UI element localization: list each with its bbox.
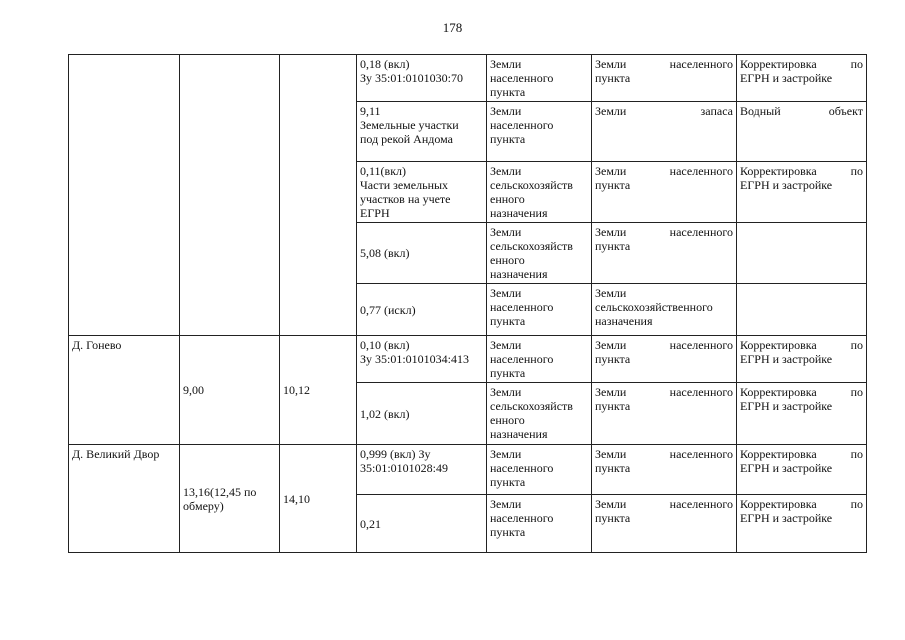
area-cell-line: 9,11: [360, 104, 381, 118]
area-cell-line: 35:01:0101028:49: [360, 461, 449, 475]
current-category-cell: [487, 284, 592, 336]
note-cell-line: Корректировка по: [740, 164, 863, 178]
current-category-cell-line: Земли: [490, 497, 522, 511]
area-cell-line: 5,08 (вкл): [360, 246, 410, 260]
current-category-cell-line: енного: [490, 413, 525, 427]
area-cell: [357, 284, 487, 336]
current-category-cell: [487, 102, 592, 162]
note-cell-line: Корректировка по: [740, 338, 863, 352]
current-category-cell: [487, 495, 592, 553]
proposed-cell-line: пункта: [595, 178, 631, 192]
current-category-cell-line: сельскохозяйств: [490, 178, 573, 192]
current-category-cell-line: назначения: [490, 267, 548, 281]
note-cell-line: Корректировка по: [740, 497, 863, 511]
current-category-cell: [487, 55, 592, 102]
current-category-cell-line: сельскохозяйств: [490, 399, 573, 413]
current-category-cell-line: Земли: [490, 57, 522, 71]
note-cell: [737, 223, 867, 284]
note-cell: [737, 445, 867, 495]
settlement-cell-text: Д. Великий Двор: [72, 447, 160, 461]
current-category-cell-line: назначения: [490, 206, 548, 220]
current-category-cell-line: Земли: [490, 338, 522, 352]
proposed-cell-line: пункта: [595, 71, 631, 85]
proposed-cell-line: пункта: [595, 461, 631, 475]
table-row: [69, 336, 867, 383]
current-category-cell-line: населенного: [490, 118, 554, 132]
note-cell-line: Водный объект: [740, 104, 863, 118]
area-cell-line: 0,10 (вкл): [360, 338, 410, 352]
area-cell: [357, 445, 487, 495]
area-cell: [357, 102, 487, 162]
area-cell-line: 0,999 (вкл) Зу: [360, 447, 431, 461]
current-category-cell-line: Земли: [490, 286, 522, 300]
proposed-cell: [592, 162, 737, 223]
current-category-cell-line: пункта: [490, 366, 526, 380]
current-category-cell: [487, 223, 592, 284]
old-area-cell-line: обмеру): [183, 498, 224, 513]
proposed-cell: [592, 383, 737, 445]
note-cell-line: ЕГРН и застройке: [740, 461, 833, 475]
current-category-cell-line: населенного: [490, 511, 554, 525]
area-cell: [357, 55, 487, 102]
old-area-cell: [180, 336, 280, 445]
current-category-cell-line: пункта: [490, 525, 526, 539]
current-category-cell-line: енного: [490, 192, 525, 206]
proposed-cell-line: Земли населенного: [595, 447, 733, 461]
proposed-cell-line: Земли населенного: [595, 338, 733, 352]
current-category-cell: [487, 162, 592, 223]
current-category-cell-line: Земли: [490, 225, 522, 239]
proposed-cell: [592, 284, 737, 336]
new-area-cell-text: 10,12: [283, 383, 310, 397]
area-cell-line: участков на учете: [360, 192, 451, 206]
current-category-cell: [487, 383, 592, 445]
note-cell-line: ЕГРН и застройке: [740, 399, 833, 413]
proposed-cell: [592, 495, 737, 553]
area-cell-line: Зу 35:01:0101034:413: [360, 352, 470, 366]
proposed-cell: [592, 445, 737, 495]
note-cell-line: Корректировка по: [740, 385, 863, 399]
current-category-cell-line: населенного: [490, 461, 554, 475]
area-cell-line: Зу 35:01:0101030:70: [360, 71, 464, 85]
current-category-cell: [487, 336, 592, 383]
area-cell-line: 0,21: [360, 516, 381, 531]
current-category-cell: [487, 445, 592, 495]
current-category-cell-line: сельскохозяйств: [490, 239, 573, 253]
area-cell-line: Части земельных: [360, 178, 449, 192]
current-category-cell-line: населенного: [490, 71, 554, 85]
table-row: [69, 55, 867, 102]
current-category-cell-line: енного: [490, 253, 525, 267]
note-cell: [737, 55, 867, 102]
area-cell: [357, 223, 487, 284]
current-category-cell-line: пункта: [490, 475, 526, 489]
new-area-cell: [280, 445, 357, 553]
proposed-cell-line: Земли населенного: [595, 497, 733, 511]
note-cell-line: ЕГРН и застройке: [740, 352, 833, 366]
proposed-cell-line: Земли населенного: [595, 385, 733, 399]
settlement-cell: [69, 445, 180, 553]
area-cell-line: 0,18 (вкл): [360, 57, 410, 71]
proposed-cell-line: пункта: [595, 399, 631, 413]
current-category-cell-line: населенного: [490, 300, 554, 314]
proposed-cell: [592, 55, 737, 102]
current-category-cell-line: пункта: [490, 85, 526, 99]
area-cell-line: 0,11(вкл): [360, 164, 407, 178]
note-cell: [737, 162, 867, 223]
note-cell: [737, 383, 867, 445]
proposed-cell-line: назначения: [595, 314, 653, 328]
area-cell: [357, 495, 487, 553]
note-cell-line: ЕГРН и застройке: [740, 178, 833, 192]
note-cell-line: ЕГРН и застройке: [740, 71, 833, 85]
current-category-cell-line: Земли: [490, 104, 522, 118]
current-category-cell-line: пункта: [490, 314, 526, 328]
current-category-cell-line: Земли: [490, 447, 522, 461]
proposed-cell-line: пункта: [595, 352, 631, 366]
area-cell: [357, 336, 487, 383]
proposed-cell-line: Земли населенного: [595, 57, 733, 71]
current-category-cell-line: Земли: [490, 385, 522, 399]
settlement-cell: [69, 336, 180, 445]
area-cell-line: под рекой Андома: [360, 132, 453, 146]
proposed-cell: [592, 223, 737, 284]
note-cell-line: Корректировка по: [740, 57, 863, 71]
old-area-cell-text: 9,00: [183, 383, 204, 397]
area-cell: [357, 383, 487, 445]
note-cell: [737, 102, 867, 162]
current-category-cell-line: населенного: [490, 352, 554, 366]
proposed-cell-line: Земли населенного: [595, 164, 733, 178]
new-area-cell-text: 14,10: [283, 491, 310, 506]
area-cell-line: ЕГРН: [360, 206, 390, 220]
proposed-cell-line: пункта: [595, 511, 631, 525]
area-cell-line: Земельные участки: [360, 118, 459, 132]
old-area-cell: [180, 55, 280, 336]
page-number: 178: [442, 20, 463, 35]
old-area-cell: [180, 445, 280, 553]
proposed-cell-line: Земли запаса: [595, 104, 733, 118]
proposed-cell-line: Земли населенного: [595, 225, 733, 239]
proposed-cell-line: сельскохозяйственного: [595, 300, 713, 314]
current-category-cell-line: назначения: [490, 427, 548, 441]
note-cell-line: ЕГРН и застройке: [740, 511, 833, 525]
current-category-cell-line: пункта: [490, 132, 526, 146]
proposed-cell-line: Земли: [595, 286, 627, 300]
note-cell: [737, 284, 867, 336]
note-cell: [737, 495, 867, 553]
area-cell-line: 1,02 (вкл): [360, 406, 410, 421]
proposed-cell-line: пункта: [595, 239, 631, 253]
table-row: [69, 445, 867, 495]
new-area-cell: [280, 55, 357, 336]
new-area-cell: [280, 336, 357, 445]
settlement-cell-text: Д. Гонево: [72, 338, 122, 352]
current-category-cell-line: Земли: [490, 164, 522, 178]
note-cell-line: Корректировка по: [740, 447, 863, 461]
proposed-cell: [592, 336, 737, 383]
settlement-cell: [69, 55, 180, 336]
land-table: [68, 54, 867, 553]
area-cell: [357, 162, 487, 223]
old-area-cell-line: 13,16(12,45 по: [183, 484, 257, 499]
note-cell: [737, 336, 867, 383]
proposed-cell: [592, 102, 737, 162]
area-cell-line: 0,77 (искл): [360, 302, 416, 317]
